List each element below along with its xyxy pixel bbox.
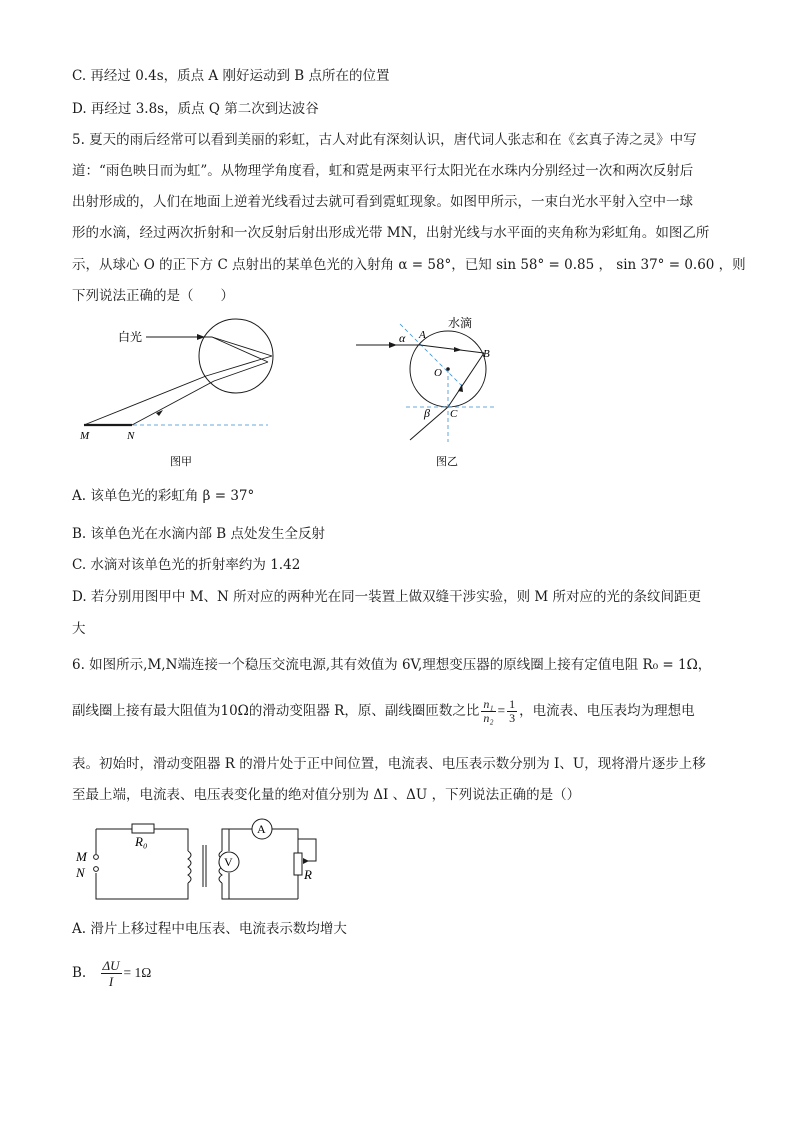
label-n: N — [76, 865, 85, 880]
q5-option-b: B. 该单色光在水滴内部 B 点处发生全反射 — [72, 526, 326, 542]
resistor-r0 — [132, 824, 154, 833]
q6-stem-line-2-pre: 副线圈上接有最大阻值为10Ω的滑动变阻器 R，原、副线圈匝数之比 — [72, 703, 480, 719]
q5-stem-line-1: 5. 夏天的雨后经常可以看到美丽的彩虹，古人对此有深刻认识，唐代词人张志和在《玄真子涛之灵》中写 — [72, 132, 697, 148]
rheostat-r — [294, 853, 302, 875]
q6-stem-line-1: 6. 如图所示,M,N端连接一个稳压交流电源,其有效值为 6V,理想变压器的原线圈上接有定值电阻 R₀ = 1Ω， — [72, 657, 712, 673]
label-beta: β — [424, 406, 430, 420]
q5-option-a: A. 该单色光的彩虹角 β = 37° — [72, 488, 255, 504]
delta-u-over-i: $\frac{\Delta U}{I}$ — [102, 958, 120, 989]
label-c: C — [450, 408, 458, 420]
label-water-drop: 水滴 — [448, 316, 473, 330]
q6-option-a: A. 滑片上移过程中电压表、电流表示数均增大 — [72, 921, 347, 937]
label-n: N — [127, 430, 135, 442]
turns-ratio-value: $\frac{1}{3}$ — [509, 697, 516, 725]
caption-yi: 图乙 — [436, 456, 458, 468]
voltmeter-label: V — [224, 855, 233, 869]
q5-figure-jia — [70, 318, 280, 473]
q4-option-d: D. 再经过 3.8s，质点 Q 第二次到达波谷 — [72, 101, 319, 117]
q5-stem-line-3: 出射形成的，人们在地面上逆着光线看过去就可看到霓虹现象。如图甲所示，一束白光水平射入空中一球 — [72, 194, 693, 210]
q6-stem-line-3: 表。初始时，滑动变阻器 R 的滑片处于正中间位置，电流表、电压表示数分别为 I、U，现将滑片逐步上移 — [72, 756, 706, 772]
normal-at-a — [400, 324, 462, 386]
q5-stem-line-5: 示，从球心 O 的正下方 C 点射出的某单色光的入射角 α = 58°，已知 sin 58° = 0.85 ， sin 37° = 0.60 ，则 — [72, 257, 746, 273]
label-m: M — [76, 849, 87, 864]
q6-option-b: B. $\frac{\Delta U}{I}$ = 1Ω — [72, 958, 152, 989]
q5-figure-yi — [352, 314, 512, 474]
label-r0: R₀ — [135, 834, 148, 849]
q5-option-d-line-2: 大 — [72, 621, 86, 637]
q6-option-b-rhs: = 1Ω — [123, 965, 152, 980]
label-white-light: 白光 — [118, 330, 143, 344]
q6-stem-line-4: 至最上端，电流表、电压表变化量的绝对值分别为 ΔI 、ΔU ，下列说法正确的是（） — [72, 787, 581, 803]
turns-ratio-symbol: $\frac{\text{n₁}}{\text{n₂}}$ — [483, 697, 494, 725]
label-b: B — [483, 348, 490, 360]
water-drop-circle — [199, 319, 273, 393]
q4-option-c: C. 再经过 0.4s，质点 A 刚好运动到 B 点所在的位置 — [72, 68, 390, 84]
label-a: A — [419, 329, 426, 341]
q5-stem-line-4: 形的水滴，经过两次折射和一次反射后射出形成光带 MN，出射光线与水平面的夹角称为彩虹角。如图乙所 — [72, 225, 710, 241]
q6-circuit-diagram — [72, 815, 332, 907]
ammeter-label: A — [257, 822, 266, 836]
caption-jia: 图甲 — [170, 456, 192, 468]
q5-stem-line-6: 下列说法正确的是（ ） — [72, 288, 234, 304]
label-alpha: α — [399, 331, 406, 345]
q6-stem-line-2: 副线圈上接有最大阻值为10Ω的滑动变阻器 R，原、副线圈匝数之比 $\frac{\text{n₁}}{\text{n₂}}$ = $\frac{1}{3}$ ，电流表、电压表均为理想电 — [72, 697, 695, 725]
q6-stem-line-2-post: ，电流表、电压表均为理想电 — [519, 703, 695, 719]
q5-option-c: C. 水滴对该单色光的折射率约为 1.42 — [72, 557, 301, 573]
label-r: R — [304, 867, 312, 882]
exit-ray-n — [132, 381, 214, 425]
q5-option-d-line-1: D. 若分别用图甲中 M、N 所对应的两种光在同一装置上做双缝干涉实验，则 M 所对应的光的条纹间距更 — [72, 589, 702, 605]
label-o: O — [434, 367, 442, 379]
label-m: M — [80, 430, 90, 442]
q5-stem-line-2: 道：“雨色映日而为虹”。从物理学角度看，虹和霓是两束平行太阳光在水珠内分别经过一次和两次反射后 — [72, 163, 694, 179]
